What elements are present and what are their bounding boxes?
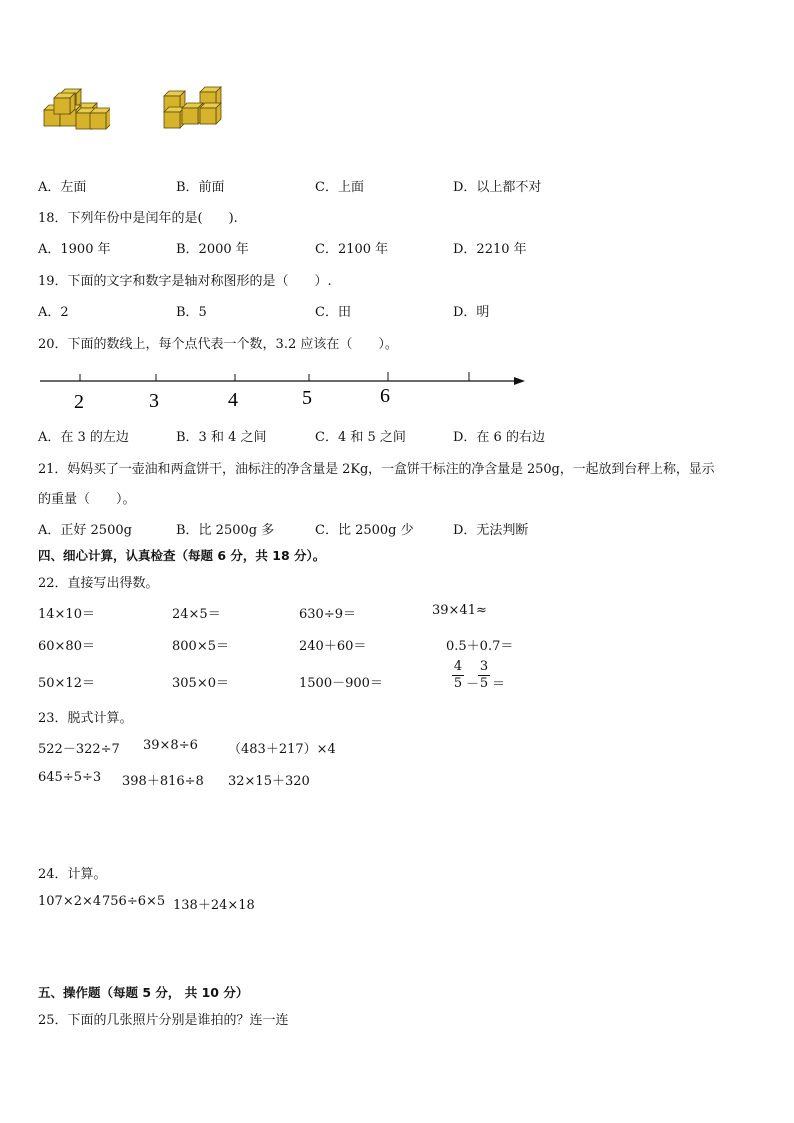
tick-label: 3 [149,390,159,412]
q17-option-a[interactable]: A．左面 [38,180,87,195]
q18-stem: 18．下列年份中是闰年的是( ). [38,211,238,226]
arrow-right-icon [514,377,525,385]
q22-item: 39×41≈ [432,603,487,618]
fraction [478,660,490,691]
q21-stem-line2: 的重量（ ）。 [38,492,136,507]
q21-option-d[interactable]: D．无法判断 [453,523,529,538]
q19-option-a[interactable]: A．2 [38,305,69,320]
tick-label: 4 [228,389,238,411]
section-4-heading: 四、细心计算，认真检查（每题 6 分，共 18 分）。 [38,548,326,563]
q22-stem: 22．直接写出得数。 [38,576,159,591]
denominator: 5 [453,676,463,691]
q23-stem: 23．脱式计算。 [38,711,133,726]
cube-figure-right [160,84,230,134]
number-line [38,366,528,412]
q23-item: （483＋217）×4 [228,742,336,757]
q22-item: 800×5＝ [172,639,229,654]
section-5-heading: 五、操作题（每题 5 分， 共 10 分） [38,985,249,1000]
equals-sign: ＝ [492,677,506,692]
q24-item: 756÷6×5 [102,894,166,909]
cube-stack [44,89,110,129]
q23-item: 39×8÷6 [143,738,198,753]
cube-front [54,98,70,114]
q23-item: 398＋816÷8 [122,774,204,789]
tick-label: 6 [380,385,390,407]
q21-stem-line1: 21．妈妈买了一壶油和两盒饼干，油标注的净含量是 2Kg，一盒饼干标注的净含量是 250g，一起放到台秤上称，显示 [38,462,715,477]
q22-item: 1500－900＝ [299,676,383,691]
q24-item: 107×2×4 [38,894,102,909]
q21-option-b[interactable]: B．比 2500g 多 [176,523,275,538]
q20-option-c[interactable]: C．4 和 5 之间 [315,430,406,445]
q22-item: 50×12＝ [38,676,95,691]
q17-option-c[interactable]: C．上面 [315,180,364,195]
q17-option-b[interactable]: B．前面 [176,180,225,195]
q24-item: 138＋24×18 [173,898,255,913]
q18-option-b[interactable]: B．2000 年 [176,242,249,257]
cube-front [90,113,106,129]
q22-item: 14×10＝ [38,607,95,622]
q23-item: 32×15＋320 [228,774,310,789]
q22-item: 240＋60＝ [299,639,367,654]
q19-option-d[interactable]: D．明 [453,305,490,320]
q17-option-d[interactable]: D．以上都不对 [453,180,542,195]
q21-option-a[interactable]: A．正好 2500g [38,523,132,538]
q22-item: 630÷9＝ [299,607,356,622]
q25-stem: 25．下面的几张照片分别是谁拍的？连一连 [38,1013,289,1028]
minus-sign: － [466,677,480,692]
denominator: 5 [479,676,489,691]
q19-stem: 19．下面的文字和数字是轴对称图形的是（ ）. [38,274,332,289]
q23-item: 645÷5÷3 [38,770,102,785]
q19-option-b[interactable]: B．5 [176,305,207,320]
q22-item: 305×0＝ [172,676,229,691]
numerator: 4 [453,659,463,674]
cube-figure-left [40,84,110,134]
q20-stem: 20．下面的数线上，每个点代表一个数，3.2 应该在（ ）。 [38,337,398,352]
q23-item: 522－322÷7 [38,742,120,757]
numerator: 3 [479,659,489,674]
q22-item: 0.5＋0.7＝ [446,639,514,654]
q20-option-a[interactable]: A．在 3 的左边 [38,430,129,445]
cube-stack [164,87,221,128]
cube-front [200,108,216,124]
q18-option-d[interactable]: D．2210 年 [453,242,527,257]
cube-front [182,108,198,124]
q22-item: 24×5＝ [172,607,221,622]
cube-front [76,113,92,129]
q22-item: 60×80＝ [38,639,95,654]
q20-option-b[interactable]: B．3 和 4 之间 [176,430,267,445]
q18-option-a[interactable]: A．1900 年 [38,242,111,257]
q21-option-c[interactable]: C．比 2500g 少 [315,523,414,538]
fraction [452,660,464,691]
q24-stem: 24．计算。 [38,867,107,882]
q18-option-c[interactable]: C．2100 年 [315,242,389,257]
cube-front [164,112,180,128]
q19-option-c[interactable]: C．田 [315,305,351,320]
q20-option-d[interactable]: D．在 6 的右边 [453,430,545,445]
tick-label: 5 [302,387,312,409]
tick-label: 2 [74,391,84,412]
